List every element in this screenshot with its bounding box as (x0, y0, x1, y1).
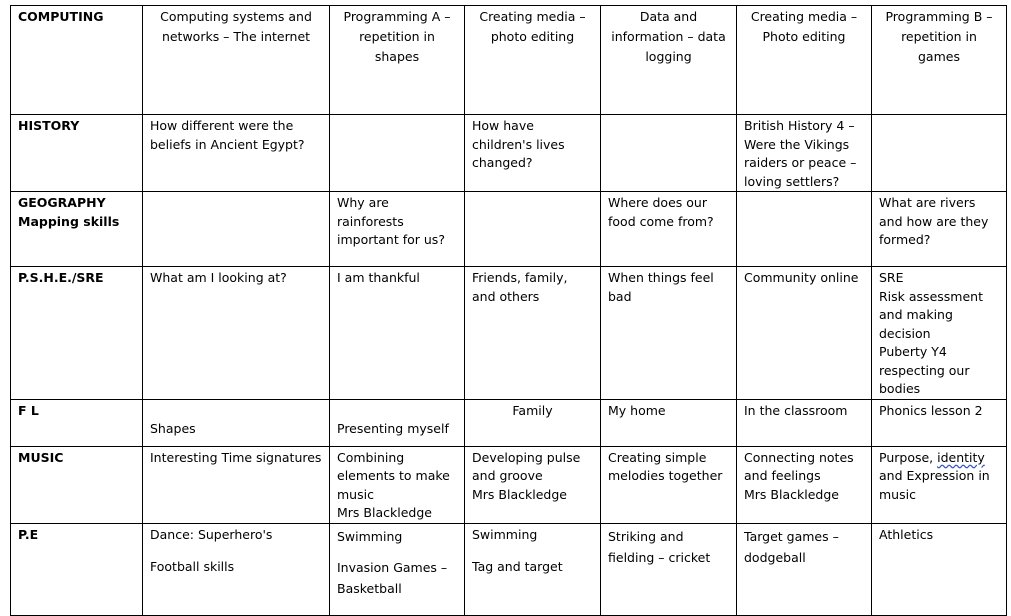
pshe-term-4: When things feel bad (601, 267, 737, 400)
pe-term-1-a: Dance: Superhero's (150, 526, 273, 542)
pe-row (11, 523, 1007, 615)
pe-term-5: Target games – dodgeball (737, 523, 872, 615)
pe-term-2-b: Invasion Games – Basketball (337, 559, 452, 596)
history-term-6 (872, 115, 1007, 192)
term-6-header: Programming B – repetition in games (872, 6, 1007, 115)
subject-music: MUSIC (11, 446, 143, 523)
pe-term-1 (143, 523, 330, 615)
pe-term-3 (465, 523, 601, 615)
fl-term-4: My home (601, 399, 737, 446)
music-term-3 (465, 446, 601, 523)
subject-pshe: P.S.H.E./SRE (11, 267, 143, 400)
pshe-term-5: Community online (737, 267, 872, 400)
geography-title: GEOGRAPHY (18, 195, 106, 210)
subject-pe: P.E (11, 523, 143, 615)
fl-term-2 (330, 399, 465, 446)
music-term-2 (330, 446, 465, 523)
music-term-5 (737, 446, 872, 523)
pshe-term-3: Friends, family, and others (465, 267, 601, 400)
pe-term-2 (330, 523, 465, 615)
pe-term-3-b: Tag and target (472, 559, 563, 574)
pe-term-4: Striking and fielding – cricket (601, 523, 737, 615)
music-row (11, 446, 1007, 523)
history-row (11, 115, 1007, 192)
music-term-3-teacher: Mrs Blackledge (472, 486, 567, 502)
pshe-term-1: What am I looking at? (143, 267, 330, 400)
pshe-term-6-line: SRE (879, 270, 904, 285)
geography-term-5 (737, 192, 872, 267)
music-term-6 (872, 446, 1007, 523)
computing-row (11, 6, 1007, 115)
pshe-row (11, 267, 1007, 400)
music-term-2-teacher: Mrs Blackledge (337, 505, 432, 520)
fl-term-3: Family (465, 399, 601, 446)
fl-row (11, 399, 1007, 446)
pe-term-3-a: Swimming (472, 526, 538, 542)
fl-term-6: Phonics lesson 2 (872, 399, 1007, 446)
history-term-5: British History 4 – Were the Vikings raiders or peace – loving settlers? (737, 115, 872, 192)
music-term-5-text: Connecting notes and feelings (744, 449, 858, 483)
history-term-2 (330, 115, 465, 192)
term-4-header: Data and information – data logging (601, 6, 737, 115)
geography-term-6: What are rivers and how are they formed? (872, 192, 1007, 267)
music-term-3-text: Developing pulse and groove (472, 449, 585, 483)
term-5-header: Creating media – Photo editing (737, 6, 872, 115)
fl-term-1-text: Shapes (150, 421, 196, 436)
subject-computing: COMPUTING (11, 6, 143, 115)
geography-term-4: Where does our food come from? (601, 192, 737, 267)
music-term-2-text: Combining elements to make music (337, 449, 454, 502)
geography-term-1 (143, 192, 330, 267)
geography-term-2: Why are rainforests important for us? (330, 192, 465, 267)
subject-fl: F L (11, 399, 143, 446)
fl-term-2-text: Presenting myself (337, 421, 449, 436)
history-term-3: How have children's lives changed? (465, 115, 601, 192)
geography-row (11, 192, 1007, 267)
pshe-term-2: I am thankful (330, 267, 465, 400)
spellcheck-marked-word: identity (937, 449, 985, 465)
history-term-4 (601, 115, 737, 192)
term-1-header: Computing systems and networks – The internet (143, 6, 330, 115)
subject-history: HISTORY (11, 115, 143, 192)
music-term-6-pre: Purpose, (879, 449, 938, 465)
term-3-header: Creating media – photo editing (465, 6, 601, 115)
pe-term-2-a: Swimming (337, 528, 403, 544)
pe-term-1-b: Football skills (150, 559, 235, 574)
term-2-header: Programming A – repetition in shapes (330, 6, 465, 115)
music-term-5-teacher: Mrs Blackledge (744, 486, 839, 502)
pshe-term-6-line: Risk assessment and making decision (879, 288, 987, 341)
pshe-term-6-line: Puberty Y4 respecting our bodies (879, 344, 974, 396)
history-term-1: How different were the beliefs in Ancient Egypt? (143, 115, 330, 192)
music-term-6-post: and Expression in music (879, 468, 990, 502)
geography-subtitle: Mapping skills (18, 213, 120, 229)
music-term-1: Interesting Time signatures (143, 446, 330, 523)
fl-term-1 (143, 399, 330, 446)
geography-term-3 (465, 192, 601, 267)
fl-term-5: In the classroom (737, 399, 872, 446)
music-term-4: Creating simple melodies together (601, 446, 737, 523)
pe-term-6: Athletics (872, 523, 1007, 615)
subject-geography (11, 192, 143, 267)
curriculum-table (10, 5, 1007, 616)
pshe-term-6 (872, 267, 1007, 400)
